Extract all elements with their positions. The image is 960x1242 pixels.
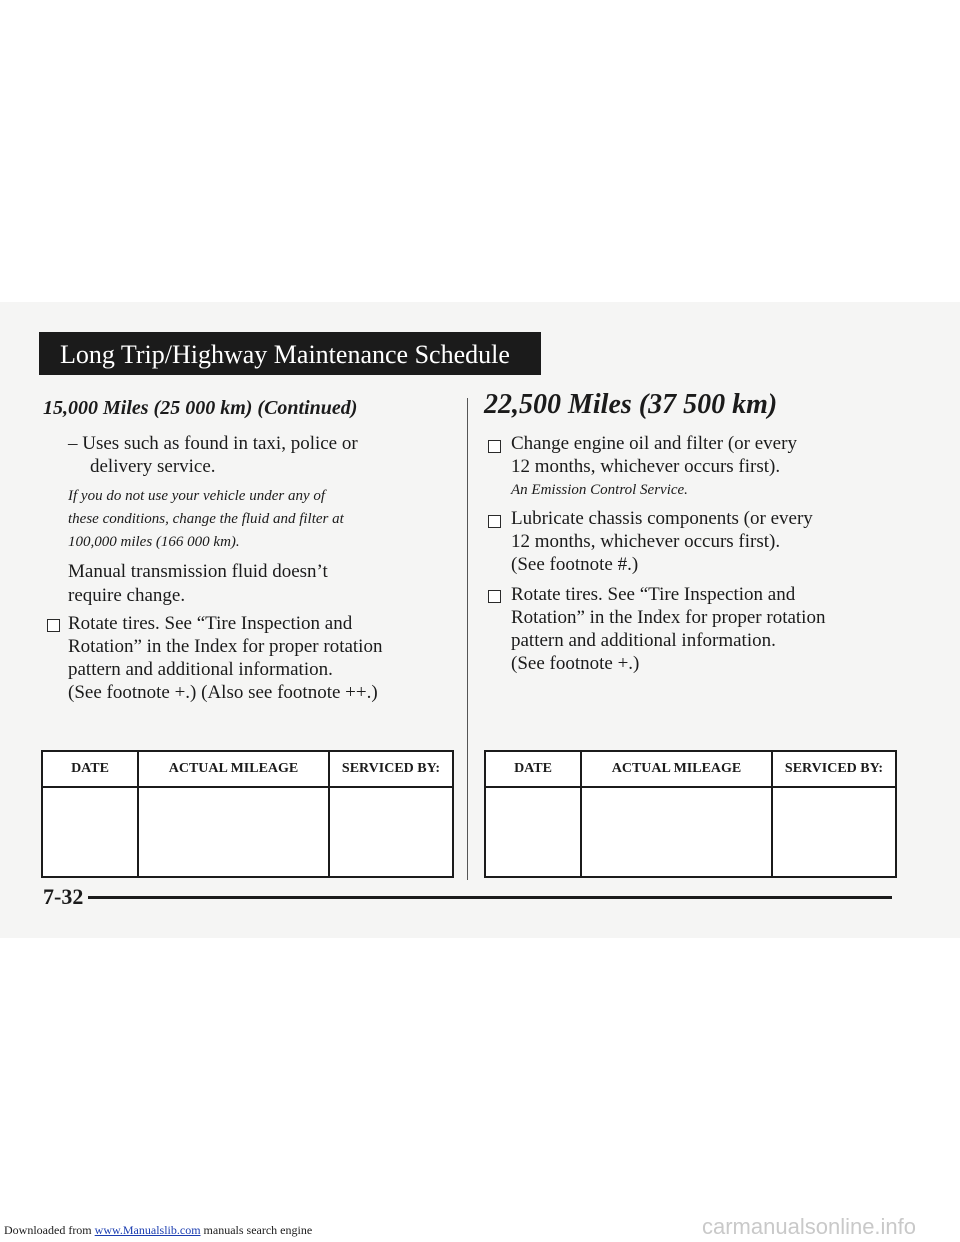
italic-note: If you do not use your vehicle under any of xyxy=(68,488,326,504)
service-log-table-left xyxy=(41,750,454,878)
download-suffix: manuals search engine xyxy=(203,1223,313,1237)
checkbox-change-oil[interactable] xyxy=(488,440,501,453)
checkbox-rotate-tires-15000[interactable] xyxy=(47,619,60,632)
rotate-tires-line: Rotate tires. See “Tire Inspection and xyxy=(511,584,796,605)
page-number: 7-32 xyxy=(43,884,84,909)
bullet-line: – Uses such as found in taxi, police or xyxy=(68,433,358,454)
rotate-tires-line: Rotation” in the Index for proper rotation xyxy=(511,607,826,628)
mileage-cell[interactable] xyxy=(581,787,772,877)
mileage-cell[interactable] xyxy=(138,787,329,877)
actual-mileage-header: ACTUAL MILEAGE xyxy=(581,751,772,787)
date-cell[interactable] xyxy=(42,787,138,877)
service-log-table-right xyxy=(484,750,897,878)
oil-change-line: 12 months, whichever occurs first). xyxy=(511,456,781,477)
bullet-line: delivery service. xyxy=(90,456,216,477)
download-prefix: Downloaded from xyxy=(4,1223,92,1237)
date-cell[interactable] xyxy=(485,787,581,877)
column-divider xyxy=(467,398,468,880)
oil-change-line: Change engine oil and filter (or every xyxy=(511,433,797,454)
serviced-by-header: SERVICED BY: xyxy=(329,751,453,787)
emission-note: An Emission Control Service. xyxy=(511,482,688,498)
lubricate-line: Lubricate chassis components (or every xyxy=(511,508,813,529)
rotate-tires-line: pattern and additional information. xyxy=(511,630,776,651)
italic-note: 100,000 miles (166 000 km). xyxy=(68,534,240,550)
right-heading: 22,500 Miles (37 500 km) xyxy=(484,389,778,420)
rotate-tires-line: Rotate tires. See “Tire Inspection and xyxy=(68,613,353,634)
rotate-tires-line: (See footnote +.) xyxy=(511,653,640,674)
rotate-tires-line: Rotation” in the Index for proper rotation xyxy=(68,636,383,657)
rotate-tires-line: pattern and additional information. xyxy=(68,659,333,680)
footer-rule xyxy=(88,896,892,899)
left-heading: 15,000 Miles (25 000 km) (Continued) xyxy=(43,397,358,419)
rotate-tires-line: (See footnote +.) (Also see footnote ++.) xyxy=(68,682,378,703)
manualslib-link[interactable]: www.Manualslib.com xyxy=(94,1223,201,1237)
checkbox-lubricate-chassis[interactable] xyxy=(488,515,501,528)
download-note xyxy=(4,1222,312,1238)
date-header: DATE xyxy=(485,751,581,787)
serviced-by-cell[interactable] xyxy=(772,787,896,877)
section-title: Long Trip/Highway Maintenance Schedule xyxy=(60,340,510,369)
checkbox-rotate-tires-22500[interactable] xyxy=(488,590,501,603)
italic-note: these conditions, change the fluid and filter at xyxy=(68,511,344,527)
lubricate-line: 12 months, whichever occurs first). xyxy=(511,531,781,552)
date-header: DATE xyxy=(42,751,138,787)
actual-mileage-header: ACTUAL MILEAGE xyxy=(138,751,329,787)
watermark: carmanualsonline.info xyxy=(702,1214,917,1239)
serviced-by-header: SERVICED BY: xyxy=(772,751,896,787)
manual-transmission-note: Manual transmission fluid doesn’t xyxy=(68,561,328,582)
serviced-by-cell[interactable] xyxy=(329,787,453,877)
lubricate-line: (See footnote #.) xyxy=(511,554,639,575)
manual-transmission-note: require change. xyxy=(68,585,186,606)
